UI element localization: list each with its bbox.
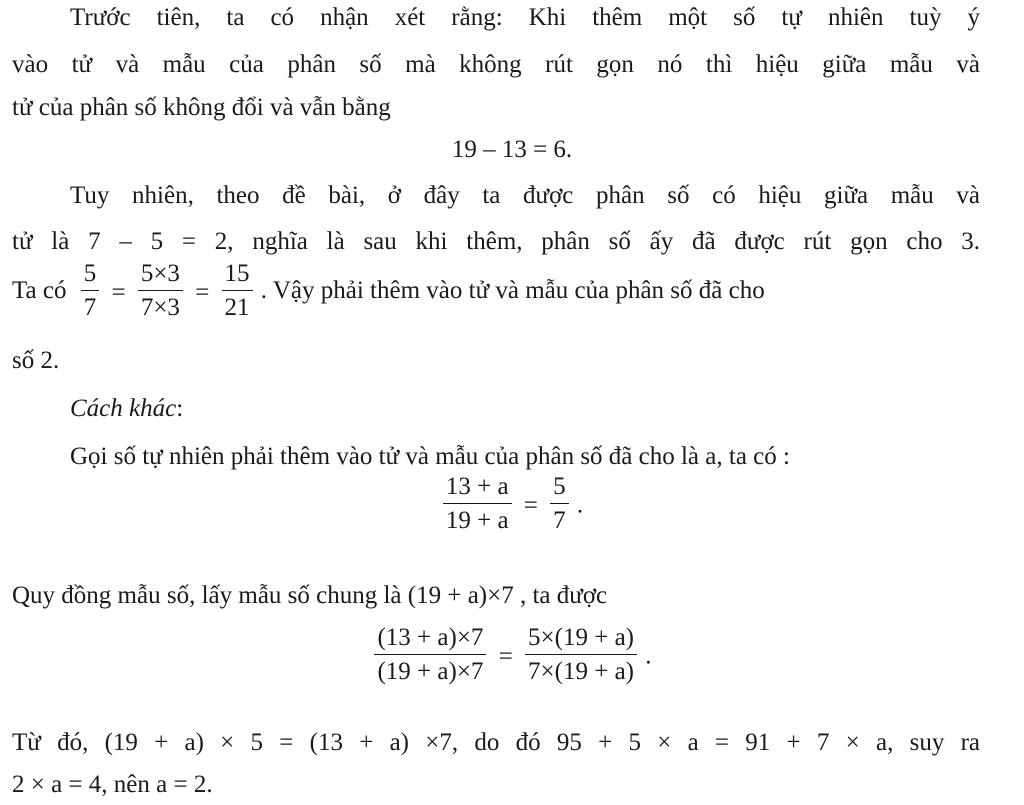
fraction-13a7-19a7 bbox=[374, 625, 486, 686]
paragraph-line: số 2. bbox=[12, 347, 60, 374]
fraction-denominator: 19 + a bbox=[445, 507, 509, 535]
fraction-denominator: 21 bbox=[224, 294, 250, 322]
fraction-numerator: 5×(19 + a) bbox=[525, 625, 637, 655]
paragraph-line: Gọi số tự nhiên phải thêm vào tử và mẫu của phân số đã cho là a, ta có : bbox=[70, 443, 790, 470]
fraction-denominator: 7×3 bbox=[140, 294, 180, 322]
fraction-denominator: (19 + a)×7 bbox=[377, 658, 484, 686]
fraction-numerator: 15 bbox=[222, 261, 253, 291]
period: . bbox=[576, 491, 584, 519]
fraction-numerator: 5 bbox=[550, 474, 569, 504]
fraction-denominator: 7 bbox=[553, 507, 566, 535]
fraction-15-21 bbox=[222, 261, 253, 322]
paragraph-line: tử là 7 – 5 = 2, nghĩa là sau khi thêm, phân số ấy đã được rút gọn cho 3. bbox=[12, 228, 980, 255]
fraction-numerator: (13 + a)×7 bbox=[374, 625, 486, 655]
fraction-sentence bbox=[12, 262, 765, 323]
heading-colon: : bbox=[176, 395, 184, 422]
fraction-5x3-7x3 bbox=[138, 261, 183, 322]
fraction-5-7 bbox=[81, 261, 100, 322]
paragraph-line: Từ đó, (19 + a) × 5 = (13 + a) ×7, do đó 95 + 5 × a = 91 + 7 × a, suy ra bbox=[12, 729, 980, 756]
fraction-numerator: 13 + a bbox=[443, 474, 512, 504]
text-suffix: . Vậy phải thêm vào tử và mẫu của phân số đã cho bbox=[260, 276, 765, 304]
fraction-13a-19a bbox=[443, 474, 512, 535]
equals-sign: = bbox=[195, 278, 210, 306]
paragraph-line: vào tử và mẫu của phân số mà không rút gọn nó thì hiệu giữa mẫu và bbox=[12, 51, 980, 78]
alternative-method-heading bbox=[70, 393, 183, 424]
equals-sign: = bbox=[523, 491, 538, 519]
fraction-numerator: 5×3 bbox=[138, 261, 183, 291]
paragraph-line: Tuy nhiên, theo đề bài, ở đây ta được phân số có hiệu giữa mẫu và bbox=[70, 182, 980, 209]
alternative-method-title: Cách khác bbox=[70, 395, 177, 422]
fraction-numerator: 5 bbox=[81, 261, 100, 291]
paragraph-line: 2 × a = 4, nên a = 2. bbox=[12, 771, 213, 798]
paragraph-line: tử của phân số không đổi và vẫn bằng bbox=[12, 94, 391, 121]
fraction-denominator: 7×(19 + a) bbox=[528, 658, 634, 686]
paragraph-line: Quy đồng mẫu số, lấy mẫu số chung là (19 + a)×7 , ta được bbox=[12, 582, 608, 609]
text-prefix: Ta có bbox=[12, 276, 67, 304]
equation-difference: 19 – 13 = 6. bbox=[451, 136, 573, 163]
period: . bbox=[645, 642, 652, 670]
equals-sign: = bbox=[498, 642, 513, 670]
fraction-denominator: 7 bbox=[83, 294, 97, 322]
equals-sign: = bbox=[111, 278, 126, 306]
equation-common-denominator bbox=[0, 626, 1024, 687]
fraction-5x19a-7x19a bbox=[525, 625, 637, 686]
fraction-5-7-second bbox=[550, 474, 569, 535]
paragraph-line: Trước tiên, ta có nhận xét rằng: Khi thêm một số tự nhiên tuỳ ý bbox=[70, 4, 980, 31]
equation-proportion bbox=[0, 475, 1024, 536]
